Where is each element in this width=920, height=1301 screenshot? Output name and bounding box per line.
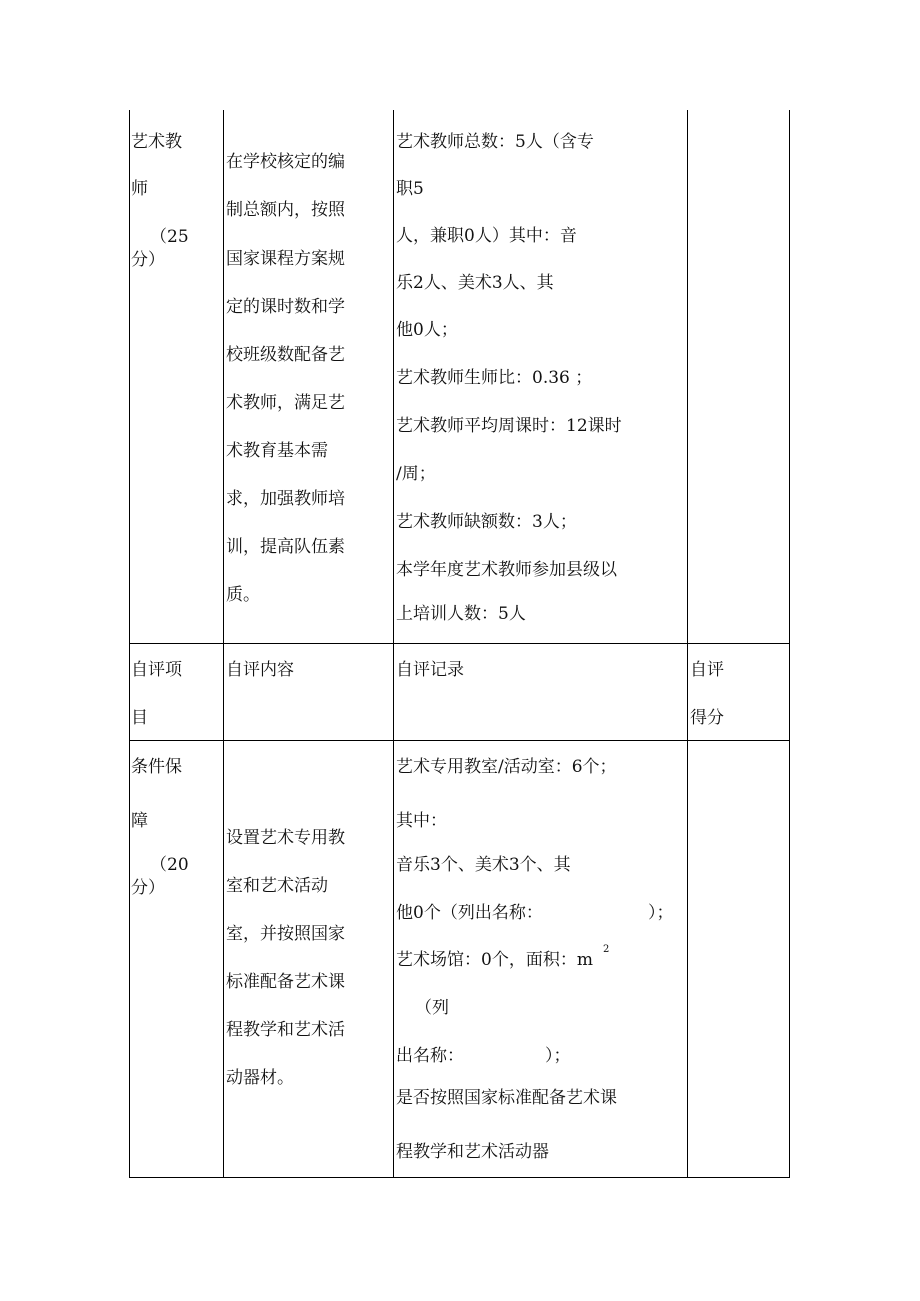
content-line: 训，提高队伍素 [226, 537, 345, 557]
content-line: 动器材。 [226, 1068, 294, 1088]
header-content: 自评内容 [226, 660, 294, 680]
item-points-line: 分） [131, 250, 165, 270]
item-points-line: 分） [131, 878, 165, 898]
record-line: 人，兼职0人）其中：音 [396, 226, 577, 246]
item-name-line: 条件保 [131, 757, 182, 777]
table-bottom-border [129, 1177, 790, 1178]
header-item: 自评项 [131, 660, 182, 680]
table-left-border [129, 110, 130, 1178]
content-line: 术教师，满足艺 [226, 393, 345, 413]
content-line: 定的课时数和学 [226, 297, 345, 317]
content-line: 室和艺术活动 [226, 876, 328, 896]
record-line: 上培训人数：5人 [396, 604, 526, 624]
record-line: 艺术教师生师比：0.36 ； [396, 368, 593, 388]
header-item: 目 [131, 708, 148, 728]
record-line-end: ）； [545, 1046, 571, 1066]
header-score: 得分 [690, 708, 724, 728]
content-line: 国家课程方案规 [226, 249, 345, 269]
record-line: 乐2人、美术3人、其 [396, 273, 554, 293]
content-line: 制总额内，按照 [226, 200, 345, 220]
content-line: 求，加强教师培 [226, 489, 345, 509]
item-points-line: （25 [150, 227, 189, 247]
content-line: 程教学和艺术活 [226, 1020, 345, 1040]
record-line: （列 [415, 998, 449, 1018]
record-line: 程教学和艺术活动器 [396, 1142, 549, 1162]
record-line: 艺术专用教室/活动室：6个； [396, 757, 617, 777]
record-line: 他0人； [396, 320, 458, 340]
column-divider-1 [223, 110, 224, 1178]
content-line: 标准配备艺术课 [226, 972, 345, 992]
item-name-line: 师 [131, 179, 148, 199]
record-line: 是否按照国家标准配备艺术课 [396, 1088, 617, 1108]
item-name-line: 艺术教 [131, 132, 182, 152]
column-divider-2 [393, 110, 394, 1178]
record-line: 音乐3个、美术3个、其 [396, 855, 571, 875]
record-line: /周； [396, 464, 436, 484]
content-line: 校班级数配备艺 [226, 345, 345, 365]
content-line: 术教育基本需 [226, 441, 328, 461]
record-line: 艺术教师缺额数：3人； [396, 512, 577, 532]
area-unit-superscript: 2 [603, 944, 610, 955]
record-line: 其中： [396, 811, 447, 831]
header-record: 自评记录 [396, 660, 464, 680]
item-name-line: 障 [131, 811, 148, 831]
row-divider-2 [129, 740, 790, 741]
column-divider-3 [687, 110, 688, 1178]
record-line: 职5 [396, 179, 424, 199]
content-line: 质。 [226, 585, 260, 605]
record-line: 出名称： [396, 1046, 464, 1066]
content-line: 在学校核定的编 [226, 152, 345, 172]
record-line: 艺术场馆：0个，面积：m [396, 950, 593, 970]
record-line-end: ）； [648, 903, 674, 923]
record-line: 艺术教师总数：5人（含专 [396, 132, 594, 152]
row-divider-1 [129, 643, 790, 644]
content-line: 设置艺术专用教 [226, 828, 345, 848]
record-line: 本学年度艺术教师参加县级以 [396, 560, 617, 580]
record-line: 艺术教师平均周课时：12课时 [396, 416, 622, 436]
item-points-line: （20 [150, 855, 189, 875]
content-line: 室，并按照国家 [226, 924, 345, 944]
table-right-border [789, 110, 790, 1178]
header-score: 自评 [690, 660, 724, 680]
record-line: 他0个（列出名称： [396, 903, 543, 923]
